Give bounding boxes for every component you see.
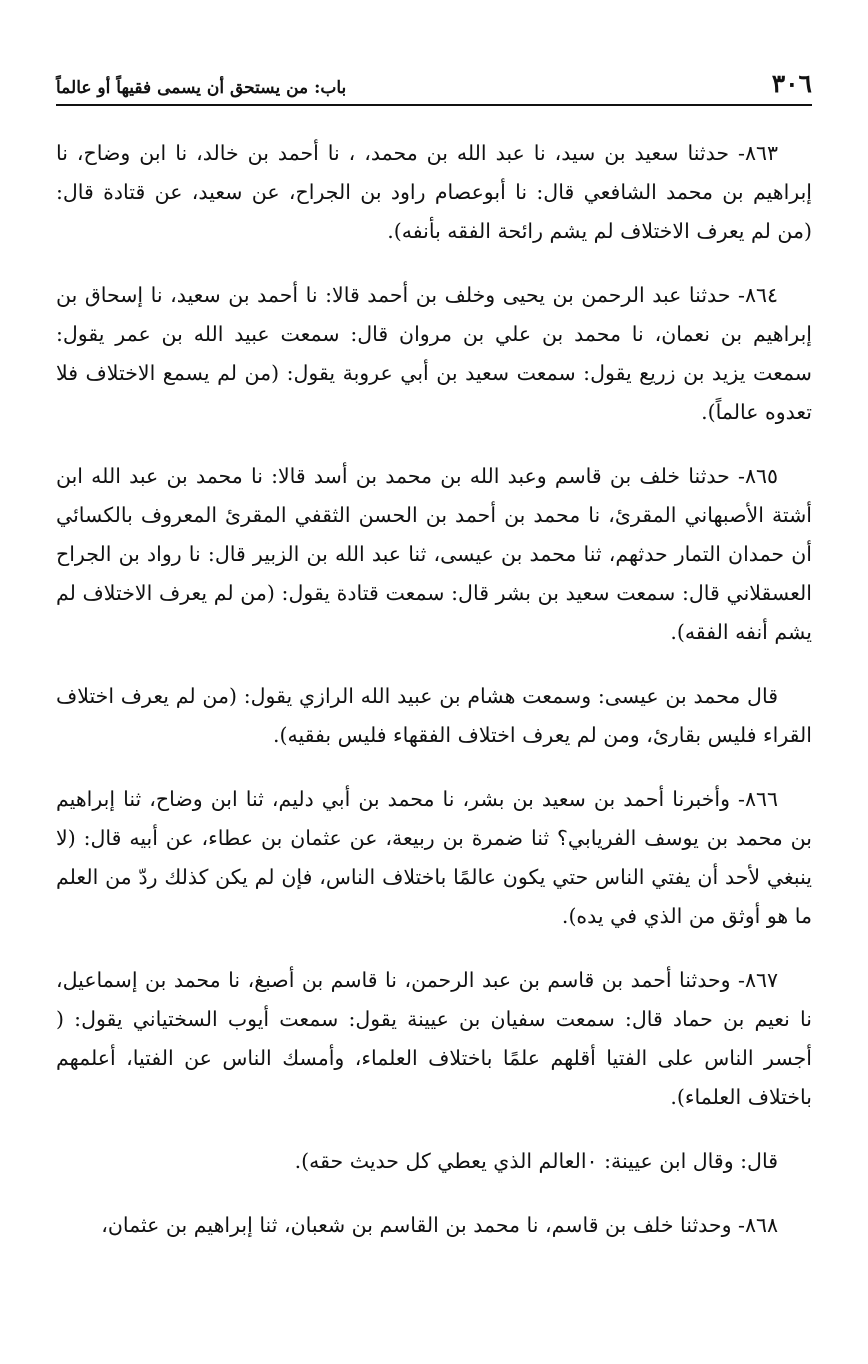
paragraph-865: ٨٦٥- حدثنا خلف بن قاسم وعبد الله بن محمد بن أسد قالا: نا محمد بن عبد الله ابن أشتة الأصبهاني المقرئ، نا محمد بن أحمد بن الحسن الثقفي المقرئ المعروف بالكسائي أن حمدان التمار حدثهم، ثنا محمد بن عيسى، ثنا عبد الله بن الزبير قال: نا رواد بن الجراح العسقلاني قال: سمعت سعيد بن بشر قال: سمعت قتادة يقول: (من لم يعرف الاختلاف لم يشم أنفه الفقه). — [56, 464, 812, 644]
body-text — [56, 134, 812, 1270]
chapter-title: باب: من يستحق أن يسمى فقيهاً أو عالماً — [56, 78, 347, 98]
paragraph-863: ٨٦٣- حدثنا سعيد بن سيد، نا عبد الله بن محمد، ، نا أحمد بن خالد، نا ابن وضاح، نا إبراهيم بن محمد الشافعي قال: نا أبوعصام راود بن الجراح، عن سعيد، عن قتادة قال: (من لم يعرف الاختلاف لم يشم رائحة الفقه بأنفه). — [56, 141, 812, 243]
running-header — [56, 68, 812, 98]
paragraph-864: ٨٦٤- حدثنا عبد الرحمن بن يحيى وخلف بن أحمد قالا: نا أحمد بن سعيد، نا إسحاق بن إبراهيم بن نعمان، نا محمد بن علي بن مروان قال: سمعت عبيد الله بن عمر يقول: سمعت يزيد بن زريع يقول: سمعت سعيد بن أبي عروبة يقول: (من لم يسمع الاختلاف فلا تعدوه عالماً). — [56, 283, 812, 424]
paragraph-865-note: قال محمد بن عيسى: وسمعت هشام بن عبيد الله الرازي يقول: (من لم يعرف اختلاف القراء فليس بقارئ، ومن لم يعرف اختلاف الفقهاء فليس بفقيه). — [56, 684, 812, 747]
paragraph-866: ٨٦٦- وأخبرنا أحمد بن سعيد بن بشر، نا محمد بن أبي دليم، ثنا ابن وضاح، ثنا إبراهيم بن محمد بن يوسف الفريابي؟ ثنا ضمرة بن ربيعة، عن عثمان بن عطاء، عن أبيه قال: (لا ينبغي لأحد أن يفتي الناس حتي يكون عالمًا باختلاف الناس، فإن لم يكن كذلك ردّ من العلم ما هو أوثق من الذي في يده). — [56, 787, 812, 928]
header-divider — [56, 104, 812, 106]
paragraph-867: ٨٦٧- وحدثنا أحمد بن قاسم بن عبد الرحمن، نا قاسم بن أصبغ، نا محمد بن إسماعيل، نا نعيم بن حماد قال: سمعت سفيان بن عيينة يقول: سمعت أيوب السختياني يقول: ( أجسر الناس على الفتيا أقلهم علمًا باختلاف العلماء، وأمسك الناس عن الفتيا، أعلمهم باختلاف العلماء). — [56, 968, 812, 1109]
page-number: ٣٠٦ — [771, 69, 812, 98]
paragraph-867-note: قال: وقال ابن عيينة: ٠العالم الذي يعطي كل حديث حقه). — [294, 1149, 778, 1173]
paragraph-868: ٨٦٨- وحدثنا خلف بن قاسم، نا محمد بن القاسم بن شعبان، ثنا إبراهيم بن عثمان، — [101, 1213, 778, 1237]
